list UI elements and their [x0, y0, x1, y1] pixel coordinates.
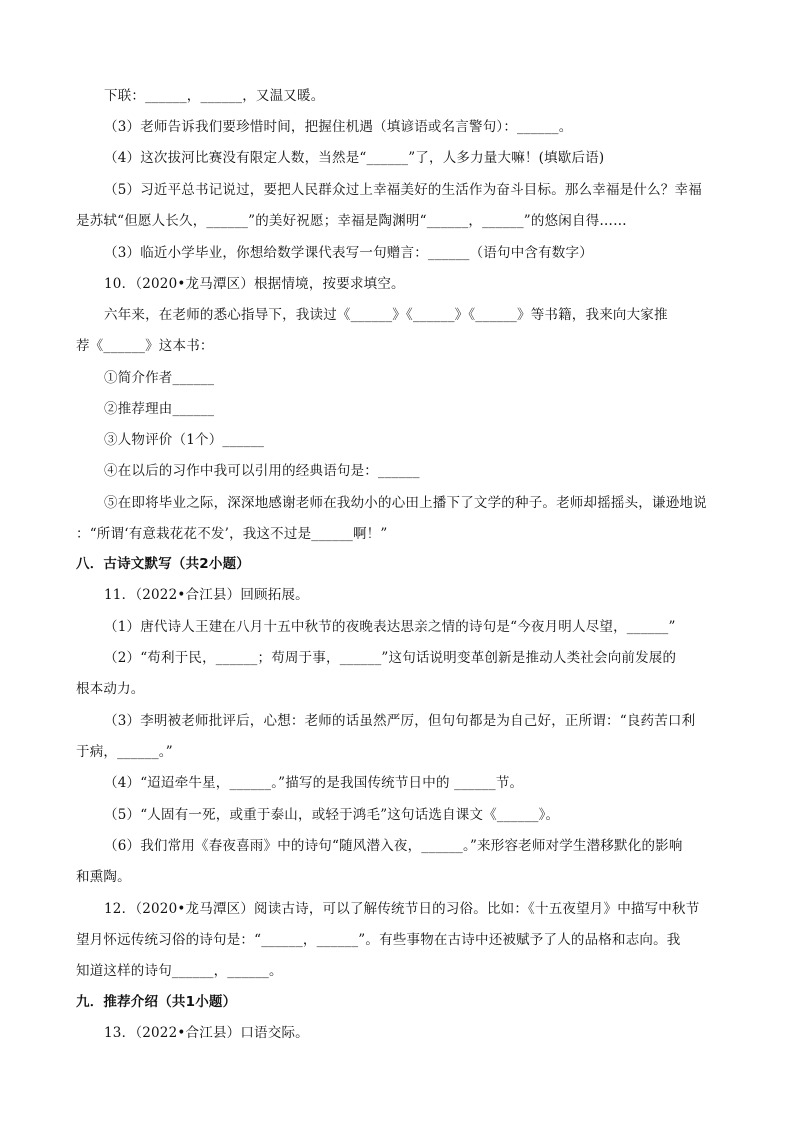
- text-line: 望月怀远传统习俗的诗句是：“______，______”。有些事物在古诗中还被赋予了人的品格和志向。我: [76, 932, 681, 948]
- text-line: （5）习近平总书记说过，要把人民群众过上幸福美好的生活作为奋斗目标。那么幸福是什么？幸福: [104, 182, 702, 198]
- section-heading: 九．推荐介绍（共1小题）: [76, 994, 237, 1010]
- text-line: 六年来，在老师的悉心指导下，我读过《______》《______》《______》等书籍，我来向大家推: [104, 307, 668, 323]
- text-line: （3）李明被老师批评后，心想：老师的话虽然严厉，但句句都是为自己好，正所谓：“良药苦口利: [104, 713, 696, 729]
- text-line: 是苏轼“但愿人长久，______”的美好祝愿；幸福是陶渊明“______，______”的悠闲自得……: [76, 213, 627, 229]
- text-line: （3）临近小学毕业，你想给数学课代表写一句赠言：______（语句中含有数字）: [104, 245, 593, 261]
- text-line: 13．（2022•合江县）口语交际。: [104, 1025, 309, 1041]
- text-line: （5）“人固有一死，或重于泰山，或轻于鸿毛”这句话选自课文《______》。: [104, 807, 560, 823]
- text-line: ⑤在即将毕业之际，深深地感谢老师在我幼小的心田上播下了文学的种子。老师却摇摇头，谦逊地说: [104, 495, 707, 511]
- text-line: ：“所谓‘有意栽花花不发’，我这不过是______啊！”: [76, 526, 388, 542]
- text-line: 知道这样的诗句______，______。: [76, 963, 283, 979]
- text-line: ②推荐理由______: [104, 401, 215, 417]
- text-line: （3）老师告诉我们要珍惜时间，把握住机遇（填谚语或名言警句）：______。: [104, 119, 573, 135]
- text-line: （4）“迢迢牵牛星，______。”描写的是我国传统节日中的 ______节。: [104, 775, 524, 791]
- text-line: 10．（2020•龙马潭区）根据情境，按要求填空。: [104, 276, 405, 292]
- text-line: 荐《______》这本书：: [76, 338, 214, 354]
- text-line: 下联：______，______，又温又暖。: [104, 88, 325, 104]
- text-line: 于病，______。”: [76, 744, 173, 760]
- text-line: ①简介作者______: [104, 370, 215, 386]
- text-line: ④在以后的习作中我可以引用的经典语句是：______: [104, 463, 420, 479]
- text-line: （2）“苟利于民，______；苟周于事，______”这句话说明变革创新是推动人类社会向前发展的: [104, 650, 677, 666]
- text-line: 根本动力。: [76, 681, 145, 697]
- text-line: （4）这次拔河比赛没有限定人数，当然是“______”了，人多力量大嘛！(填歇后语): [104, 150, 605, 166]
- text-line: ③人物评价（1个）______: [104, 432, 265, 448]
- text-line: （1）唐代诗人王建在八月十五中秋节的夜晚表达思亲之情的诗句是“今夜月明人尽望，______”: [104, 619, 676, 635]
- text-line: （6）我们常用《春夜喜雨》中的诗句“随风潜入夜，______。”来形容老师对学生潜移默化的影响: [104, 838, 683, 854]
- text-line: 12．（2020•龙马潭区）阅读古诗，可以了解传统节日的习俗。比如：《十五夜望月》中描写中秋节: [104, 901, 700, 917]
- text-line: 11．（2022•合江县）回顾拓展。: [104, 587, 309, 603]
- text-line: 和熏陶。: [76, 869, 131, 885]
- section-heading: 八．古诗文默写（共2小题）: [76, 556, 250, 572]
